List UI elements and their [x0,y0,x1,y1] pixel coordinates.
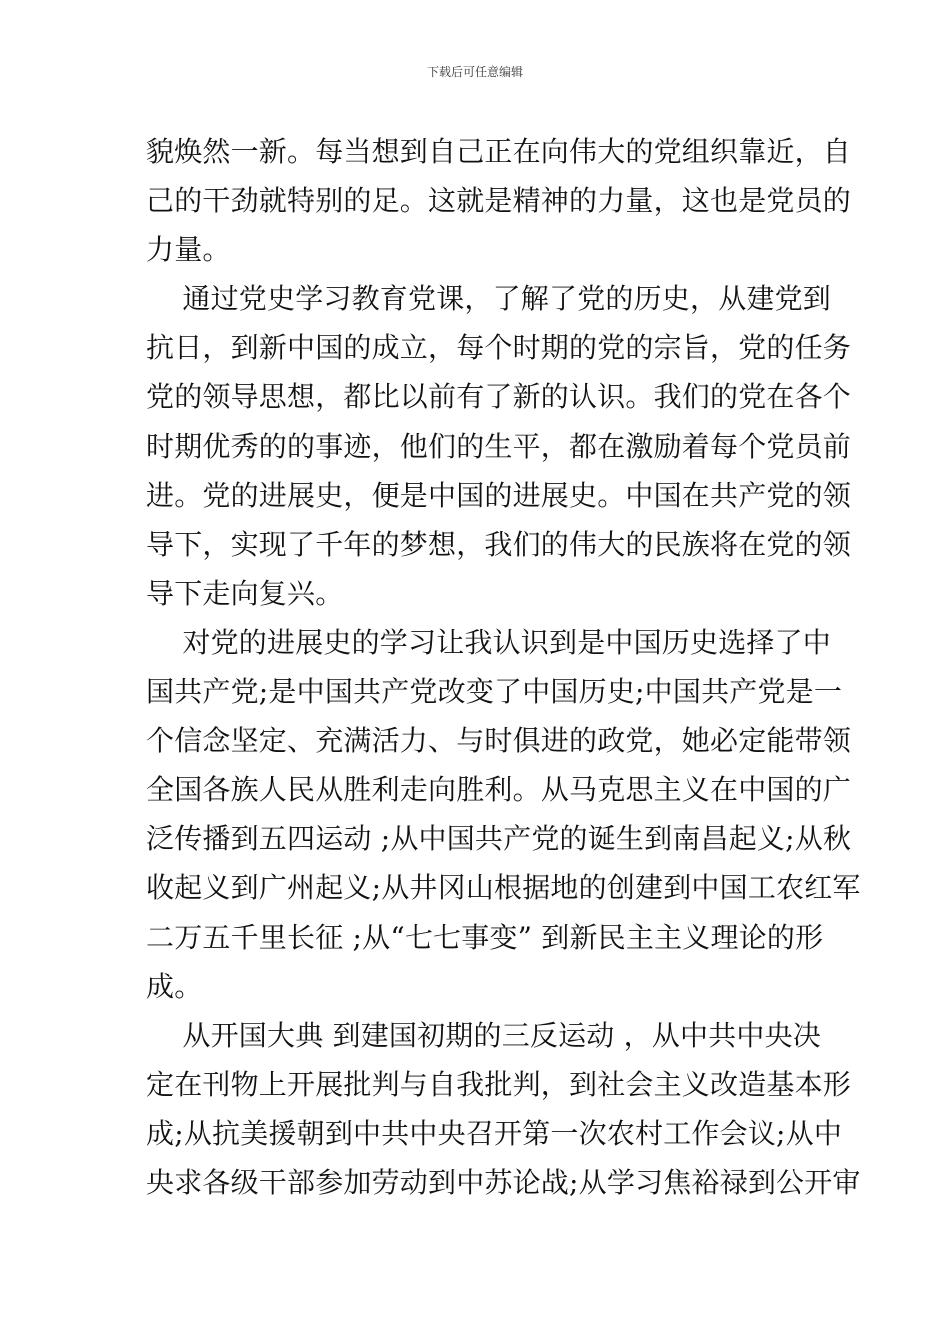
text-line: 己的干劲就特别的足。这就是精神的力量，这也是党员的 [146,184,852,218]
text-line: 收起义到广州起义;从井冈山根据地的创建到中国工农红军 [146,871,861,905]
text-line: 央求各级干部参加劳动到中苏论战;从学习焦裕禄到公开审 [146,1165,861,1199]
text-line: 成。 [146,969,203,1003]
text-line: 个信念坚定、充满活力、与时俱进的政党，她必定能带领 [146,724,852,758]
text-line: 对党的进展史的学习让我认识到是中国历史选择了中 [146,625,832,659]
text-line: 进。党的进展史，便是中国的进展史。中国在共产党的领 [146,478,852,512]
text-line: 时期优秀的的事迹，他们的生平，都在激励着每个党员前 [146,429,852,463]
text-line: 党的领导思想，都比以前有了新的认识。我们的党在各个 [146,380,852,414]
text-line: 貌焕然一新。每当想到自己正在向伟大的党组织靠近，自 [146,135,852,168]
text-line: 通过党史学习教育党课，了解了党的历史，从建党到 [146,282,832,316]
text-line: 国共产党;是中国共产党改变了中国历史;中国共产党是一 [146,675,843,709]
text-line: 泛传播到五四运动 ;从中国共产党的诞生到南昌起义;从秋 [146,822,852,856]
text-line: 全国各族人民从胜利走向胜利。从马克思主义在中国的广 [146,773,852,807]
text-line: 抗日，到新中国的成立，每个时期的党的宗旨，党的任务 [146,331,852,365]
text-line: 导下，实现了千年的梦想，我们的伟大的民族将在党的领 [146,527,852,561]
document-body [146,127,861,1207]
page-header: 下载后可任意编辑 [426,65,523,79]
text-line: 成;从抗美援朝到中共中央召开第一次农村工作会议;从中 [146,1116,843,1150]
text-line: 力量。 [146,233,231,267]
text-line: 导下走向复兴。 [146,576,344,610]
text-line: 定在刊物上开展批判与自我批判，到社会主义改造基本形 [146,1067,852,1101]
text-line: 二万五千里长征 ;从“七七事变” 到新民主主义理论的形 [146,920,824,954]
text-line: 从开国大典 到建国初期的三反运动 ，从中共中央决 [146,1018,822,1052]
